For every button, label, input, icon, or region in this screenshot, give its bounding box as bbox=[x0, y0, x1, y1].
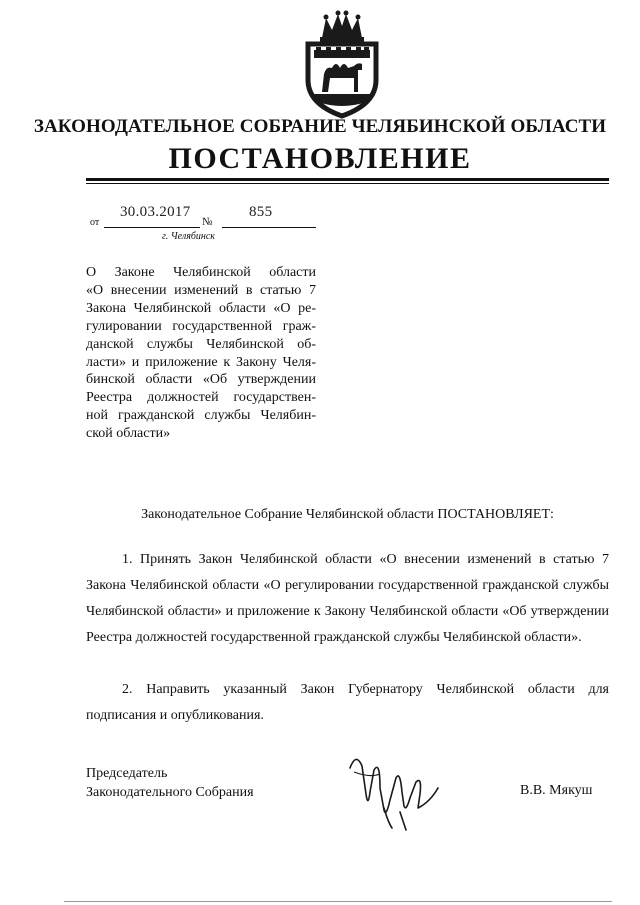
subject-line: «О внесении изменений в статью 7 bbox=[86, 282, 316, 298]
header-divider-thin bbox=[86, 183, 609, 184]
header-divider-thick bbox=[86, 178, 609, 181]
subject-line: гулировании государственной граж- bbox=[86, 318, 316, 334]
subject-line: бинской области «Об утверждении bbox=[86, 372, 316, 388]
resolution-paragraph-2: 2. Направить указанный Закон Губернатору Челябинской области для подписания и опубликования. bbox=[86, 682, 609, 723]
number-label: № bbox=[202, 216, 213, 228]
handwritten-signature bbox=[340, 748, 450, 838]
resolution-preamble: Законодательное Собрание Челябинской области ПОСТАНОВЛЯЕТ: bbox=[141, 507, 554, 522]
signatory-position bbox=[86, 764, 254, 802]
subject-line: ной гражданской службы Челябин- bbox=[86, 408, 316, 424]
organization-name: ЗАКОНОДАТЕЛЬНОЕ СОБРАНИЕ ЧЕЛЯБИНСКОЙ ОБЛАСТИ bbox=[33, 116, 607, 137]
subject-line: ской области» bbox=[86, 426, 171, 442]
coat-of-arms-emblem bbox=[300, 8, 384, 120]
date-underline bbox=[104, 227, 200, 228]
issue-place: г. Челябинск bbox=[162, 231, 215, 242]
resolution-paragraph-1: 1. Принять Закон Челябинской области «О внесении изменений в статью 7 Закона Челябинской области «О регулировании государственной гражданской службы Челябинской области» и приложение к Закону Челябинской области «Об утверждении Реестра должностей государственной гражданской службы Челябинской области». bbox=[86, 552, 609, 645]
subject-line: ласти» и приложение к Закону Челя- bbox=[86, 354, 316, 370]
document-subject bbox=[86, 264, 316, 443]
subject-line: Закона Челябинской области «О ре- bbox=[86, 300, 316, 316]
document-date: 30.03.2017 bbox=[120, 204, 191, 220]
document-title: ПОСТАНОВЛЕНИЕ bbox=[168, 142, 472, 175]
subject-line: О Законе Челябинской области bbox=[86, 265, 316, 280]
subject-line: данской службы Челябинской об- bbox=[86, 336, 316, 352]
subject-line: Реестра должностей государствен- bbox=[86, 390, 316, 406]
document-number: 855 bbox=[249, 204, 273, 220]
signatory-name: В.В. Мякуш bbox=[520, 783, 593, 798]
number-underline bbox=[222, 227, 316, 228]
position-line-1: Председатель bbox=[86, 766, 168, 781]
date-prefix: от bbox=[90, 217, 100, 228]
page-bottom-edge bbox=[64, 901, 612, 902]
position-line-2: Законодательного Собрания bbox=[86, 785, 254, 800]
